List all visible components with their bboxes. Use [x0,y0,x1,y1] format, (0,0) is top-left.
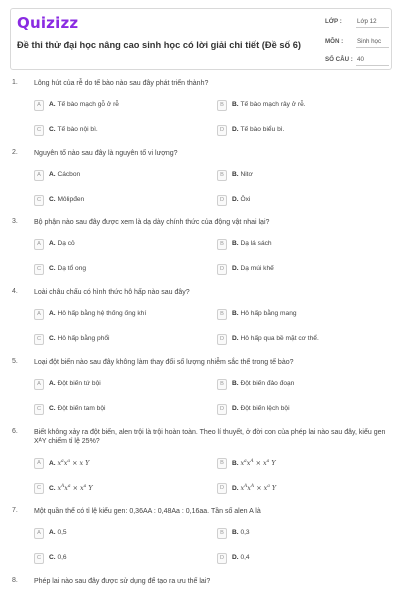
answer-option-a[interactable] [34,100,194,112]
option-text: B. $x^ax^A \times x^a$ Y [232,459,276,468]
answer-option-a[interactable] [34,379,194,391]
question-text: Biết không xảy ra đột biến, alen trội là trội hoàn toàn. Theo lí thuyết, ở đời con của phép lai nào sau đây, kiểu gen XᴬY chiếm tỉ lệ 25%? [34,429,386,445]
option-text: B. Hô hấp bằng mang [232,310,297,317]
option-text: C. Hô hấp bằng phổi [49,335,110,342]
option-text: C. Dạ tổ ong [49,265,87,272]
question-number: 7. [12,507,18,514]
meta-underline [356,27,389,28]
option-letter-box: D [217,195,227,206]
option-letter-box: D [217,125,227,136]
option-text: A. Đột biến tứ bội [49,380,101,387]
answer-option-c[interactable] [34,553,194,565]
answer-option-d[interactable] [217,483,377,495]
meta-value: Sinh học [357,38,382,45]
answer-option-c[interactable] [34,125,194,137]
option-text: C. Môlipđen [49,196,85,203]
option-text: C. $x^Ax^a \times x^a$ Y [49,484,93,493]
option-letter-box: B [217,239,227,250]
option-text: C. Đột biến tam bội [49,405,106,412]
answer-option-a[interactable] [34,309,194,321]
option-text: C. 0,6 [49,554,67,561]
option-letter-box: A [34,458,44,469]
meta-label: MÔN : [325,38,344,45]
answer-option-a[interactable] [34,170,194,182]
option-letter-box: A [34,528,44,539]
answer-option-d[interactable] [217,334,377,346]
answer-option-d[interactable] [217,125,377,137]
answer-option-c[interactable] [34,334,194,346]
option-text: D. Dạ múi khế [232,265,274,272]
option-text: B. Tế bào mạch rây ở rễ. [232,101,306,108]
meta-underline [356,65,389,66]
option-letter-box: D [217,553,227,564]
option-letter-box: B [217,528,227,539]
meta-underline [356,47,389,48]
option-text: C. Tế bào nội bì. [49,126,98,133]
document-title: Đề thi thử đại học nâng cao sinh học có lời giải chi tiết (Đề số 6) [17,40,302,50]
option-letter-box: C [34,404,44,415]
answer-option-b[interactable] [217,379,377,391]
answer-option-b[interactable] [217,458,377,470]
option-text: A. $x^ax^a \times x$ Y [49,459,90,468]
question-number: 1. [12,79,18,86]
option-letter-box: A [34,100,44,111]
meta-value: Lớp 12 [357,18,377,25]
option-text: D. Đột biến lệch bội [232,405,290,412]
answer-option-d[interactable] [217,553,377,565]
question-number: 8. [12,577,18,584]
question-text: Loại đột biến nào sau đây không làm thay đổi số lượng nhiễm sắc thể trong tế bào? [34,359,294,366]
option-letter-box: B [217,458,227,469]
question-text: Bộ phận nào sau đây được xem là dạ dày chính thức của động vật nhai lại? [34,219,270,226]
answer-option-c[interactable] [34,483,194,495]
answer-option-b[interactable] [217,528,377,540]
option-letter-box: C [34,195,44,206]
option-letter-box: B [217,309,227,320]
option-text: B. Đột biến đảo đoạn [232,380,295,387]
option-text: B. 0,3 [232,529,250,536]
option-letter-box: B [217,379,227,390]
answer-option-b[interactable] [217,170,377,182]
option-letter-box: A [34,379,44,390]
answer-option-d[interactable] [217,195,377,207]
answer-option-b[interactable] [217,309,377,321]
option-letter-box: A [34,239,44,250]
answer-option-d[interactable] [217,404,377,416]
option-letter-box: D [217,334,227,345]
option-letter-box: A [34,309,44,320]
question-text: Loài châu chấu có hình thức hô hấp nào sau đây? [34,289,190,296]
option-text: D. Hô hấp qua bề mặt cơ thể. [232,335,319,342]
question-text: Lông hút của rễ do tế bào nào sau đây phát triển thành? [34,80,209,87]
worksheet-header [10,8,392,70]
answer-option-b[interactable] [217,100,377,112]
answer-option-a[interactable] [34,528,194,540]
answer-option-a[interactable] [34,458,194,470]
option-letter-box: D [217,483,227,494]
option-letter-box: D [217,404,227,415]
question-number: 6. [12,428,18,435]
answer-option-b[interactable] [217,239,377,251]
option-text: A. Tế bào mạch gỗ ở rễ [49,101,119,108]
option-text: D. Tế bào biểu bì. [232,126,285,133]
answer-option-c[interactable] [34,195,194,207]
answer-option-d[interactable] [217,264,377,276]
meta-label: LỚP : [325,18,342,25]
option-text: D. Ôxi [232,196,251,203]
option-letter-box: D [217,264,227,275]
question-number: 4. [12,288,18,295]
option-letter-box: B [217,170,227,181]
option-text: A. Hô hấp bằng hệ thống ống khí [49,310,147,317]
meta-label: SỐ CÂU : [325,56,353,63]
option-letter-box: C [34,334,44,345]
option-text: D. $x^Ax^A \times x^a$ Y [232,484,277,493]
question-text: Một quần thể có tỉ lệ kiểu gen: 0,36AA : 0,48Aa : 0,16aa. Tần số alen A là [34,508,261,515]
option-letter-box: C [34,553,44,564]
answer-option-a[interactable] [34,239,194,251]
option-text: A. 0,5 [49,529,67,536]
question-number: 5. [12,358,18,365]
option-letter-box: C [34,483,44,494]
answer-option-c[interactable] [34,404,194,416]
question-text: Nguyên tố nào sau đây là nguyên tố vi lượng? [34,150,178,157]
option-text: A. Dạ cỏ [49,240,75,247]
question-number: 2. [12,149,18,156]
meta-value: 40 [357,56,364,63]
answer-option-c[interactable] [34,264,194,276]
option-text: B. Dạ lá sách [232,240,272,247]
option-letter-box: A [34,170,44,181]
option-text: B. Nitơ [232,171,253,178]
quizizz-logo: Quizizz [17,14,79,32]
question-text: Phép lai nào sau đây được sử dụng để tạo ra ưu thế lai? [34,578,211,585]
option-letter-box: C [34,125,44,136]
option-text: D. 0,4 [232,554,250,561]
question-number: 3. [12,218,18,225]
option-text: A. Cácbon [49,171,81,178]
option-letter-box: C [34,264,44,275]
option-letter-box: B [217,100,227,111]
